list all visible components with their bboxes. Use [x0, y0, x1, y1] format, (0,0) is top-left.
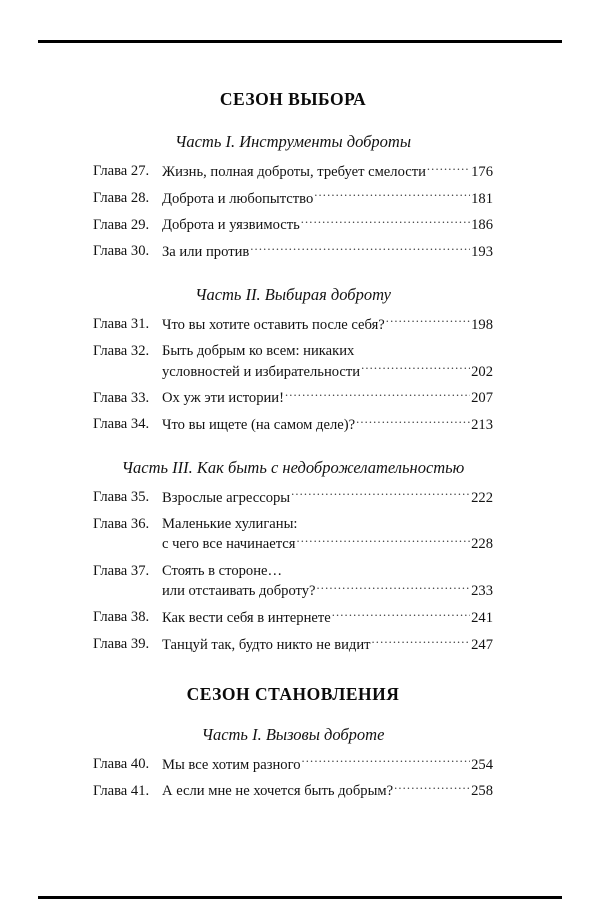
- entry-title-continued: условностей и избирательности: [162, 363, 361, 380]
- entry-body: [162, 561, 493, 602]
- leader-dots: [250, 241, 469, 256]
- leader-dots: [361, 361, 470, 376]
- page-rule-top: [38, 40, 562, 43]
- part-title: Часть I. Инструменты доброты: [174, 132, 412, 152]
- entry-line: [162, 361, 493, 382]
- entry-body: [162, 414, 493, 435]
- entry-list: [93, 161, 493, 262]
- entry-title: А если мне не хочется быть добрым?: [162, 783, 394, 800]
- entry-line: [162, 781, 493, 802]
- toc-entry[interactable]: [93, 634, 493, 655]
- toc-entry[interactable]: [93, 414, 493, 435]
- leader-dots: [427, 161, 470, 176]
- entry-chapter-label: Глава 34.: [93, 416, 150, 433]
- entry-line: [162, 388, 493, 409]
- entry-page-number: 181: [471, 190, 493, 207]
- entry-chapter-label: Глава 38.: [93, 609, 150, 626]
- entry-title: Маленькие хулиганы:: [162, 515, 298, 532]
- season-block: [93, 90, 493, 655]
- entry-title: Что вы ищете (на самом деле)?: [162, 416, 356, 433]
- toc-entry[interactable]: [93, 487, 493, 508]
- entry-chapter-label: Глава 35.: [93, 489, 150, 506]
- entry-body: [162, 634, 493, 655]
- toc-entry[interactable]: [93, 161, 493, 182]
- leader-dots: [301, 215, 470, 230]
- entry-page-number: 198: [471, 316, 493, 333]
- entry-body: [162, 388, 493, 409]
- part-title: Часть II. Выбирая доброту: [195, 285, 391, 305]
- part-block: [93, 459, 493, 655]
- entry-body: [162, 215, 493, 236]
- entry-line: [162, 607, 493, 628]
- entry-title: Доброта и любопытство: [162, 190, 314, 207]
- entry-line: [162, 215, 493, 236]
- leader-dots: [386, 314, 470, 329]
- entry-chapter-label: Глава 28.: [93, 189, 150, 206]
- toc-entry[interactable]: [93, 241, 493, 262]
- entry-page-number: 176: [471, 163, 493, 180]
- entry-body: [162, 607, 493, 628]
- entry-chapter-label: Глава 36.: [93, 515, 150, 532]
- entry-list: [93, 487, 493, 655]
- entry-line: [162, 314, 493, 335]
- entry-title: Как вести себя в интернете: [162, 610, 331, 627]
- leader-dots: [394, 781, 470, 796]
- entry-line: [162, 754, 493, 775]
- entry-title: Стоять в стороне…: [162, 562, 283, 579]
- leader-dots: [285, 388, 470, 403]
- part-block: [93, 133, 493, 262]
- entry-line: [162, 561, 493, 581]
- entry-body: [162, 781, 493, 802]
- entry-line: [162, 414, 493, 435]
- entry-body: [162, 341, 493, 382]
- entry-body: [162, 188, 493, 209]
- toc-entry[interactable]: [93, 215, 493, 236]
- toc-entry[interactable]: [93, 754, 493, 775]
- entry-page-number: 222: [471, 489, 493, 506]
- leader-dots: [296, 534, 469, 549]
- entry-page-number: 247: [471, 636, 493, 653]
- entry-title: Танцуй так, будто никто не видит: [162, 636, 371, 653]
- part-title: Часть I. Вызовы доброте: [201, 725, 385, 745]
- entry-line: [162, 161, 493, 182]
- entry-page-number: 207: [471, 390, 493, 407]
- entry-chapter-label: Глава 29.: [93, 216, 150, 233]
- entry-line: [162, 188, 493, 209]
- toc-entry[interactable]: [93, 514, 493, 555]
- entry-list: [93, 314, 493, 435]
- entry-line: [162, 634, 493, 655]
- entry-page-number: 193: [471, 243, 493, 260]
- entry-body: [162, 314, 493, 335]
- entry-line: [162, 341, 493, 361]
- leader-dots: [291, 487, 470, 502]
- entry-body: [162, 487, 493, 508]
- entry-chapter-label: Глава 40.: [93, 756, 150, 773]
- entry-title: Доброта и уязвимость: [162, 217, 300, 234]
- entry-line: [162, 581, 493, 602]
- season-title: СЕЗОН СТАНОВЛЕНИЯ: [186, 683, 400, 704]
- entry-line: [162, 241, 493, 262]
- entry-line: [162, 514, 493, 534]
- entry-title: Мы все хотим разного: [162, 756, 301, 773]
- entry-page-number: 202: [471, 363, 493, 380]
- part-block: [93, 726, 493, 801]
- season-block: [93, 685, 493, 802]
- entry-body: [162, 161, 493, 182]
- leader-dots: [302, 754, 470, 769]
- leader-dots: [332, 607, 470, 622]
- toc-content: [93, 62, 493, 802]
- entry-chapter-label: Глава 27.: [93, 163, 150, 180]
- entry-page-number: 186: [471, 217, 493, 234]
- toc-entry[interactable]: [93, 607, 493, 628]
- leader-dots: [356, 414, 470, 429]
- toc-entry[interactable]: [93, 561, 493, 602]
- entry-body: [162, 514, 493, 555]
- entry-chapter-label: Глава 37.: [93, 562, 150, 579]
- entry-list: [93, 754, 493, 801]
- entry-chapter-label: Глава 32.: [93, 342, 150, 359]
- part-block: [93, 286, 493, 435]
- entry-page-number: 254: [471, 756, 493, 773]
- season-title: СЕЗОН ВЫБОРА: [219, 89, 367, 109]
- entry-title: Взрослые агрессоры: [162, 489, 291, 506]
- entry-title: Ох уж эти истории!: [162, 390, 284, 407]
- entry-chapter-label: Глава 30.: [93, 243, 150, 260]
- entry-chapter-label: Глава 39.: [93, 636, 150, 653]
- leader-dots: [372, 634, 470, 649]
- entry-title: Что вы хотите оставить после себя?: [162, 316, 385, 333]
- part-title: Часть III. Как быть с недоброжелательностью: [121, 458, 465, 478]
- leader-dots: [314, 188, 469, 203]
- entry-title: За или против: [162, 243, 250, 260]
- entry-title-continued: с чего все начинается: [162, 536, 296, 553]
- entry-body: [162, 754, 493, 775]
- entry-title: Быть добрым ко всем: никаких: [162, 342, 355, 359]
- toc-entry[interactable]: [93, 388, 493, 409]
- entry-line: [162, 487, 493, 508]
- entry-page-number: 228: [471, 536, 493, 553]
- toc-entry[interactable]: [93, 314, 493, 335]
- toc-entry[interactable]: [93, 341, 493, 382]
- entry-page-number: 258: [471, 783, 493, 800]
- entry-title-continued: или отстаивать доброту?: [162, 583, 316, 600]
- entry-chapter-label: Глава 41.: [93, 782, 150, 799]
- leader-dots: [317, 581, 470, 596]
- entry-chapter-label: Глава 31.: [93, 316, 150, 333]
- toc-entry[interactable]: [93, 188, 493, 209]
- entry-line: [162, 534, 493, 555]
- entry-title: Жизнь, полная доброты, требует смелости: [162, 163, 426, 180]
- page-rule-bottom: [38, 896, 562, 899]
- entry-chapter-label: Глава 33.: [93, 389, 150, 406]
- toc-entry[interactable]: [93, 781, 493, 802]
- entry-page-number: 213: [471, 416, 493, 433]
- entry-page-number: 233: [471, 583, 493, 600]
- entry-page-number: 241: [471, 610, 493, 627]
- entry-body: [162, 241, 493, 262]
